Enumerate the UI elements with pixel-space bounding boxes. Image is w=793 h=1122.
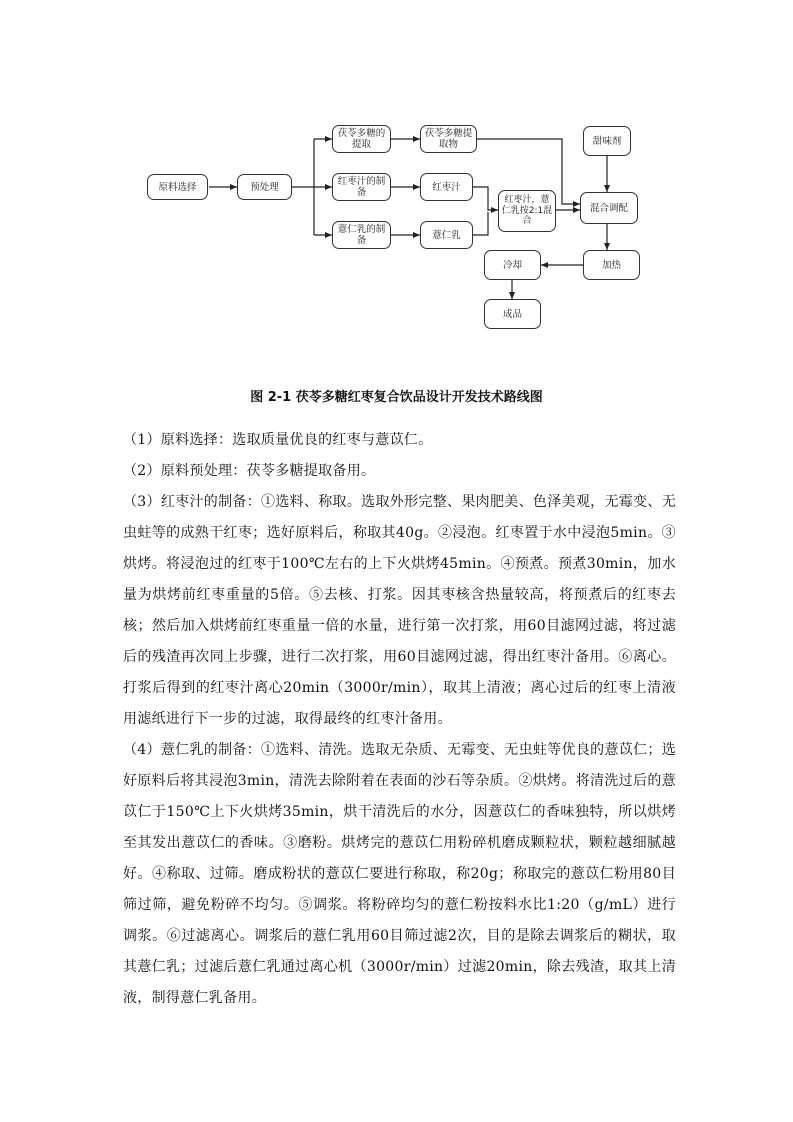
flowchart-connectors xyxy=(0,0,793,380)
paragraph-pretreatment: （2）原料预处理：茯苓多糖提取备用。 xyxy=(123,463,376,479)
node-raw-material-selection: 原料选择 xyxy=(147,174,208,200)
node-blend-ratio: 红枣汁，薏 仁乳按2:1混 合 xyxy=(498,190,556,232)
node-poria-extract: 茯苓多糖提 取物 xyxy=(420,125,477,153)
paragraph-jujube-juice: （3）红枣汁的制备：①选料、称取。选取外形完整、果肉肥美、色泽美观，无霉变、无虫蛀等的成熟干红枣；选好原料后，称取其40g。②浸泡。红枣置于水中浸泡5min。③烘烤。将浸泡过的红枣于100℃左右的上下火烘烤45min。④预煮。预煮30min，加水量为烘烤前红枣重量的5倍。⑤去核、打浆。因其枣核含热量较高，将预煮后的红枣去核；然后加入烘烤前红枣重量一倍的水量，进行第一次打浆，用60目滤网过滤，将过滤后的残渣再次同上步骤，进行二次打浆，用60目滤网过滤，得出红枣汁备用。⑥离心。打浆后得到的红枣汁离心20min（3000r/min），取其上清液；离心过后的红枣上清液用滤纸进行下一步的过滤，取得最终的红枣汁备用。 xyxy=(123,494,676,727)
line-juice-to-blend xyxy=(473,187,498,210)
body-text xyxy=(123,425,676,1014)
node-jujube-juice-preparation: 红枣汁的制 备 xyxy=(332,173,391,201)
node-sweetener: 甜味剂 xyxy=(583,126,631,156)
paragraph-raw-material: （1）原料选择：选取质量优良的红枣与薏苡仁。 xyxy=(123,432,433,448)
figure-caption: 图 2-1 茯苓多糖红枣复合饮品设计开发技术路线图 xyxy=(250,390,543,405)
node-cooling: 冷却 xyxy=(484,250,541,280)
node-poria-polysaccharide-extraction: 茯苓多糖的 提取 xyxy=(332,125,391,153)
node-coix-milk-preparation: 薏仁乳的制 备 xyxy=(332,221,391,249)
paragraph-coix-milk: （4）薏仁乳的制备：①选料、清洗。选取无杂质、无霉变、无虫蛀等优良的薏苡仁；选好原料后将其浸泡3min，清洗去除附着在表面的沙石等杂质。②烘烤。将清洗过后的薏苡仁于150℃上下火烘烤35min，烘干清洗后的水分，因薏苡仁的香味独特，所以烘烤至其发出薏苡仁的香味。③磨粉。烘烤完的薏苡仁用粉碎机磨成颗粒状，颗粒越细腻越好。④称取、过筛。磨成粉状的薏苡仁要进行称取，称20g；称取完的薏苡仁粉用80目筛过筛，避免粉碎不均匀。⑤调浆。将粉碎均匀的薏仁粉按料水比1:20（g/mL）进行调浆。⑥过滤离心。调浆后的薏仁乳用60目筛过滤2次，目的是除去调浆后的糊状，取其薏仁乳；过滤后薏仁乳通过离心机（3000r/min）过滤20min，除去残渣，取其上清液，制得薏仁乳备用。 xyxy=(123,742,676,1006)
node-mixing: 混合调配 xyxy=(580,192,638,224)
node-jujube-juice: 红枣汁 xyxy=(420,173,473,201)
node-heating: 加热 xyxy=(583,250,640,280)
node-pretreatment: 预处理 xyxy=(237,174,292,200)
node-finished-product: 成品 xyxy=(484,299,541,329)
node-coix-milk: 薏仁乳 xyxy=(420,221,473,249)
line-milk-to-blend xyxy=(473,212,488,235)
